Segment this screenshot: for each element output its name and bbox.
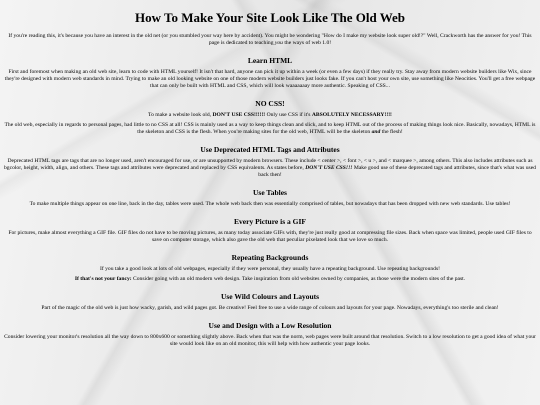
intro-text-b: the ways of web 1.0! [282, 40, 332, 46]
no-css-p1-a: To make a website look old, [148, 112, 213, 118]
no-css-p1-c: Only use CSS if it's [265, 112, 312, 118]
page-title: How To Make Your Site Look Like The Old Web [134, 10, 406, 25]
no-css-p1-b: DON'T USE CSS!!!!!! [212, 112, 266, 118]
backgrounds-heading: Repeating Backgrounds [231, 253, 309, 262]
backgrounds-p2-label: If that's not your fancy: [74, 276, 132, 282]
learn-html-heading: Learn HTML [247, 56, 293, 65]
deprecated-text-b: DON'T USE CSS!!! [305, 165, 353, 171]
no-css-paragraph-1 [4, 112, 536, 119]
backgrounds-text-1: If you take a good look at lots of old webpages, especially if they were personal, they usually have a repeating background. Use repeating backgrounds! [99, 266, 441, 272]
deprecated-text-a: Deprecated HTML tags are tags that are no longer used, aren't encouraged for use, or are unsupported by modern browsers. These include < center >, < font >, < u >, and < marquee >, among others. This also includes attributes such as bgcolor, height, width, align, and others. These tags and attributes were deprecated and replaced by CSS equivalents. As states before, [4, 158, 533, 171]
no-css-paragraph-2 [4, 122, 536, 136]
deprecated-text [4, 158, 536, 179]
tables-heading: Use Tables [253, 188, 287, 197]
low-res-heading: Use and Design with a Low Resolution [208, 321, 332, 330]
colours-text: Part of the magic of the old web is just how wacky, garish, and wild pages got. Be creative! Feel free to use a wide range of colours and layouts for your page. Nowadays, everything's too sterile and clean! [41, 305, 499, 311]
learn-html-text: First and foremost when making an old web site, learn to code with HTML yourself! It isn't that hard, anyone can pick it up within a week (or even a few days) if they really try. Stay away from modern website builders like Wix, since they're designed with modern web standards in mind. Trying to make an old looking website on one of those modern website builders just looks fake. If you can't host your own site, use something like Neocities. You'll get a free webpage that can only be built with HTML and CSS, which will look waaaaaaay more authentic. Speaking of CSS... [4, 69, 536, 89]
backgrounds-text-2 [4, 276, 536, 283]
intro-you: you [274, 40, 283, 46]
no-css-p1-d: ABSOLUTELY NECESSARY!!!! [311, 112, 392, 118]
page [4, 0, 536, 348]
intro-text-a: If you're reading this, it's because you have an interest in the old net (or you stumbled your way here by accident). You might be wondering "How do I make my website look super old!?" Well, Crackworth has the answer for you! This page is dedicated to teaching [8, 33, 532, 46]
colours-heading: Use Wild Colours and Layouts [220, 292, 320, 301]
no-css-heading: NO CSS! [255, 99, 285, 108]
deprecated-text-c: Make good use of these deprecated tags and attributes, since that's what was used back then! [258, 165, 536, 178]
intro-paragraph [4, 33, 536, 47]
tables-text: To make multiple things appear on one line, back in the day, tables were used. The whole web back then was essentially comprised of tables, but nowadays that has been dropped with new web standards. Use tables! [29, 201, 511, 207]
no-css-p2-c: the flesh! [380, 129, 403, 135]
gif-heading: Every Picture is a GIF [234, 217, 306, 226]
backgrounds-p2-text: Consider going with an old modern web design. Take inspiration from old websites owned by companies, as those were the modern sites of the past. [131, 276, 466, 282]
gif-text: For pictures, make almost everything a GIF file. GIF files do not have to be moving pictures, as many today associate GIFs with, they're just really good at compressing file sizes. Back when space was limited, people used GIF files to save on computer storage, which also gave the old web that peculiar pixelated look that we love so much. [8, 230, 532, 243]
low-res-text: Consider lowering your monitor's resolution all the way down to 800x600 or something slightly above. Back when that was the norm, web pages were built around that resolution. Switch to a low resolution to get a good idea of what your site would look like on an old monitor, this will help with how authentic your page looks. [4, 334, 536, 347]
deprecated-heading: Use Deprecated HTML Tags and Attributes [200, 145, 340, 154]
no-css-p2-a: The old web, especially in regards to personal pages, had little to no CSS at all! CSS is mainly used as a way to keep things clean and slick, and to keep HTML out of the process of making things look nice. Basically, nowadays, HTML is the skeleton and CSS is the flesh. When you're making sites for the old web, HTML will be the skeleton [4, 122, 536, 135]
no-css-p2-b: and [371, 129, 381, 135]
